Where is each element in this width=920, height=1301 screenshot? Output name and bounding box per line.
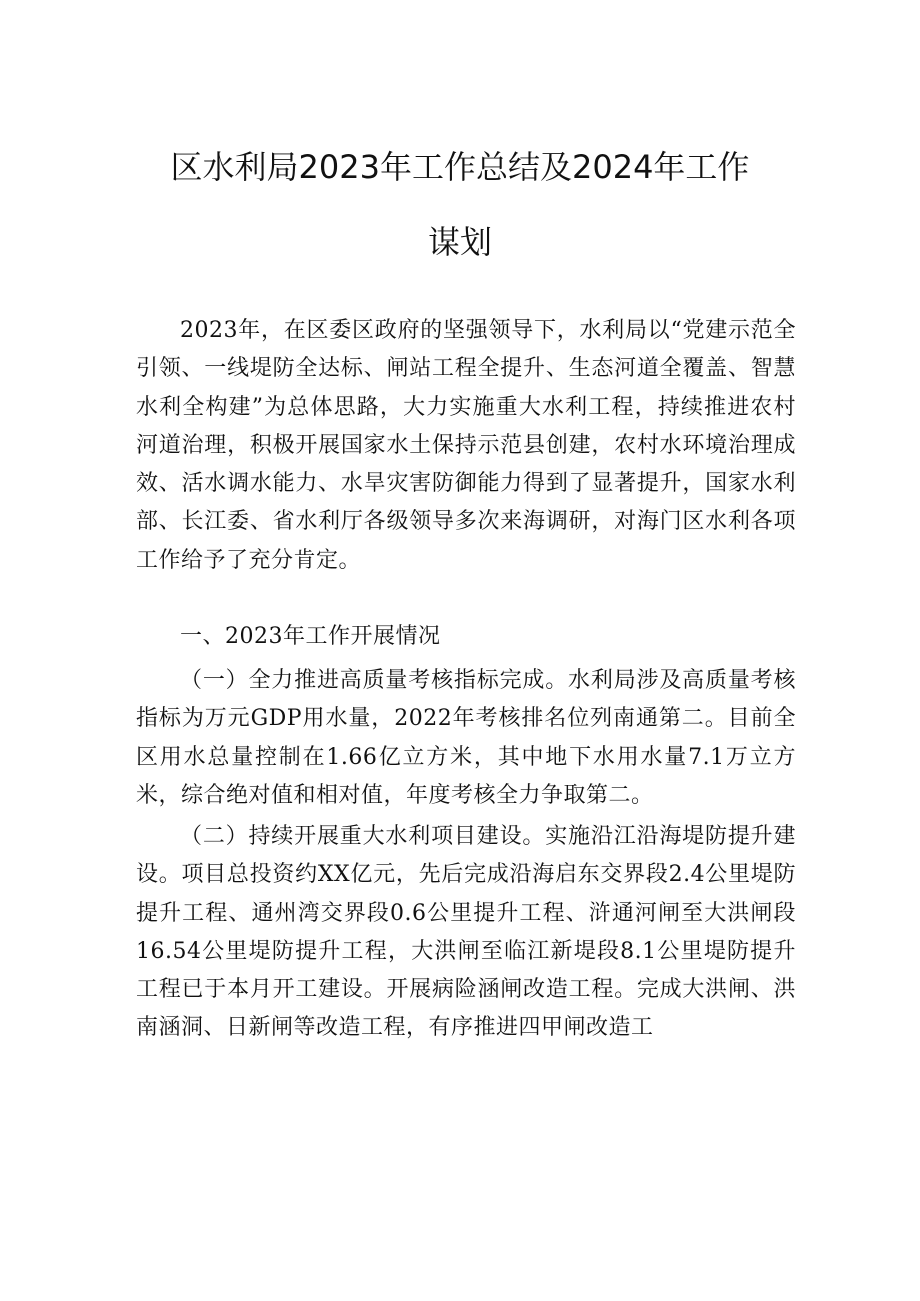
document-title-line-2: 谋划	[427, 223, 492, 261]
paragraph-item-2: （二）持续开展重大水利项目建设。实施沿江沿海堤防提升建设。项目总投资约XX亿元，先后完成沿海启东交界段2.4公里堤防提升工程、通州湾交界段0.6公里提升工程、浒通河闸至大洪闸段16.54公里堤防提升工程，大洪闸至临江新堤段8.1公里堤防提升工程已于本月开工建设。开展病险涵闸改造工程。完成大洪闸、洪南涵洞、日新闸等改造工程，有序推进四甲闸改造工	[136, 824, 796, 1041]
intro-paragraph: 2023年，在区委区政府的坚强领导下，水利局以“党建示范全引领、一线堤防全达标、闸站工程全提升、生态河道全覆盖、智慧水利全构建”为总体思路，大力实施重大水利工程，持续推进农村河道治理，积极开展国家水土保持示范县创建，农村水环境治理成效、活水调水能力、水旱灾害防御能力得到了显著提升，国家水利部、长江委、省水利厅各级领导多次来海调研，对海门区水利各项工作给予了充分肯定。	[136, 318, 796, 573]
section-heading-2023-work: 一、2023年工作开展情况	[180, 624, 441, 649]
paragraph-item-1: （一）全力推进高质量考核指标完成。水利局涉及高质量考核指标为万元GDP用水量，2022年考核排名位列南通第二。目前全区用水总量控制在1.66亿立方米，其中地下水用水量7.1万立方米，综合绝对值和相对值，年度考核全力争取第二。	[136, 668, 796, 808]
document-title-line-1: 区水利局2023年工作总结及2024年工作	[170, 148, 750, 186]
